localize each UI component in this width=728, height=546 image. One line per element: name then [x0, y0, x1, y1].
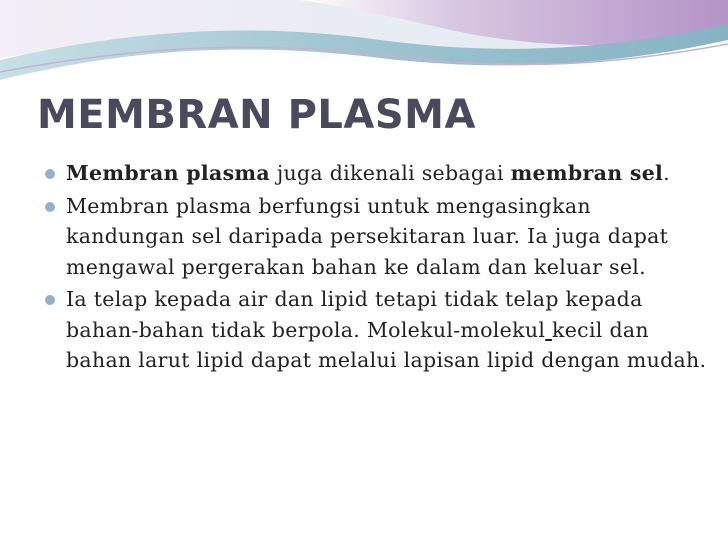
bullet-list: [44, 158, 716, 378]
bullet-text-cont: kecil dan bahan larut lipid dapat melalui lapisan lipid dengan mudah.: [66, 317, 707, 372]
bullet-dot-icon: [45, 295, 55, 305]
bullet-item: [44, 191, 716, 283]
underlined-space: [545, 318, 552, 342]
bullet-item: [44, 284, 716, 376]
term-membran-plasma: Membran plasma: [66, 161, 271, 185]
bullet-text: juga dikenali sebagai: [270, 161, 511, 185]
bullet-dot-icon: [45, 169, 55, 179]
bullet-item: [44, 158, 716, 189]
term-membran-sel: membran sel: [510, 161, 664, 185]
bullet-text: Membran plasma berfungsi untuk mengasingkan kandungan sel daripada persekitaran luar. Ia juga dapat mengawal pergerakan bahan ke dalam dan keluar sel.: [66, 193, 669, 279]
slide-title: MEMBRAN PLASMA: [37, 92, 476, 138]
decorative-wave-banner: [0, 0, 728, 90]
bullet-text: Ia telap kepada air dan lipid tetapi tidak telap kepada bahan-bahan tidak berpola. Molekul-molekul: [66, 287, 643, 342]
bullet-text-end: .: [663, 161, 670, 185]
bullet-dot-icon: [45, 202, 55, 212]
